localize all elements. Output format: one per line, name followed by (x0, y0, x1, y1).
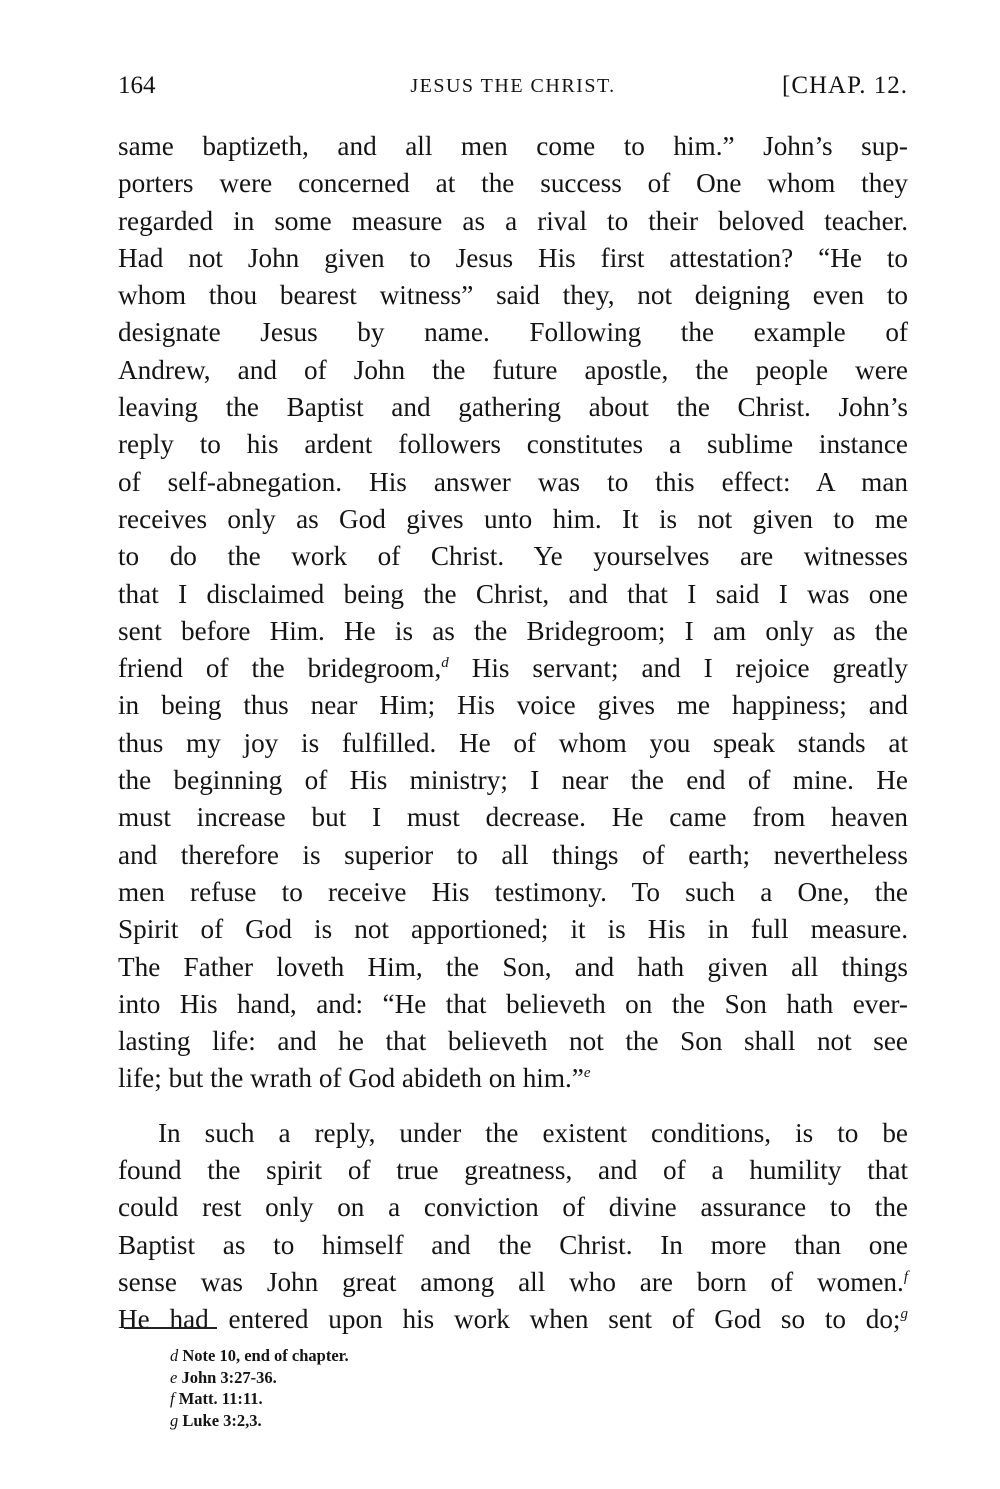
paragraph-gap (118, 1098, 908, 1115)
text-line: The Father loveth Him, the Son, and hath given all things (118, 951, 908, 982)
text-line: and therefore is superior to all things of earth; nevertheless (118, 839, 908, 870)
footnote-ref-d[interactable]: d (441, 655, 449, 672)
footnote-ref-e[interactable]: e (583, 1065, 591, 1082)
body-text (118, 128, 908, 1339)
text-line: in being thus near Him; His voice gives me happiness; and (118, 690, 908, 721)
text-line: must increase but I must decrease. He came from heaven (118, 802, 908, 833)
footnotes (170, 1345, 349, 1431)
text-line (118, 1264, 908, 1301)
text-line: leaving the Baptist and gathering about the Christ. John’s (118, 392, 908, 423)
footnote-f (170, 1388, 349, 1410)
text-line: could rest only on a conviction of divine assurance to the (118, 1192, 908, 1223)
text-segment: life; but the wrath of God abideth on him.” (118, 1063, 584, 1094)
page-number: 164 (118, 72, 156, 99)
footnote-divider (124, 1327, 217, 1329)
text-line: the beginning of His ministry; I near the end of mine. He (118, 765, 908, 796)
paragraph-2 (118, 1115, 908, 1339)
text-line: reply to his ardent followers constitutes a sublime instance (118, 429, 908, 460)
text-line: Andrew, and of John the future apostle, the people were (118, 354, 908, 385)
text-line: Had not John given to Jesus His first attestation? “He to (118, 242, 908, 273)
text-line (118, 1060, 908, 1097)
footnote-text: Matt. 11:11. (174, 1389, 263, 1408)
text-line: same baptizeth, and all men come to him.” John’s sup- (118, 131, 908, 161)
text-line: of self-abnegation. His answer was to this effect: A man (118, 466, 908, 497)
footnote-mark: d (170, 1346, 179, 1365)
chapter-label: [CHAP. 12. (782, 72, 908, 99)
text-segment: His servant; and I rejoice greatly (471, 653, 909, 684)
text-segment: friend of the bridegroom, (118, 653, 442, 684)
text-line: found the spirit of true greatness, and of a humility that (118, 1155, 908, 1186)
footnote-e (170, 1367, 349, 1389)
text-line: Spirit of God is not apportioned; it is His in full measure. (118, 914, 908, 945)
text-line: Baptist as to himself and the Christ. In more than one (118, 1229, 908, 1260)
text-line: men refuse to receive His testimony. To such a One, the (118, 876, 908, 907)
footnote-ref-g[interactable]: g (900, 1306, 908, 1323)
text-line: whom thou bearest witness” said they, not deigning even to (118, 280, 908, 311)
text-line (118, 650, 908, 687)
footnote-g (170, 1410, 349, 1432)
text-line (118, 1301, 908, 1338)
text-line: designate Jesus by name. Following the example of (118, 317, 908, 348)
footnote-mark: g (170, 1410, 179, 1430)
paragraph-1 (118, 128, 908, 1098)
text-line: lasting life: and he that believeth not the Son shall not see (118, 1026, 908, 1057)
footnote-mark: f (170, 1389, 175, 1408)
text-line: into His hand, and: “He that believeth on the Son hath ever- (118, 988, 908, 1019)
text-line: thus my joy is fulfilled. He of whom you speak stands at (118, 727, 908, 758)
page-header (118, 72, 908, 106)
text-segment: sense was John great among all who are born of women. (118, 1266, 904, 1297)
text-line: regarded in some measure as a rival to their beloved teacher. (118, 205, 908, 236)
footnote-text: Luke 3:2,3. (178, 1410, 262, 1430)
footnote-mark: e (170, 1367, 178, 1387)
text-line: porters were concerned at the success of One whom they (118, 168, 908, 199)
text-segment: He had entered upon his work when sent of God so to do; (118, 1304, 901, 1335)
running-title: JESUS THE CHRIST. (410, 75, 616, 97)
footnote-text: John 3:27-36. (177, 1367, 277, 1387)
text-line: In such a reply, under the existent conditions, is to be (158, 1117, 908, 1148)
footnote-text: Note 10, end of chapter. (178, 1346, 349, 1365)
footnote-ref-f[interactable]: f (903, 1268, 908, 1285)
text-line: to do the work of Christ. Ye yourselves are witnesses (118, 541, 908, 572)
text-line: receives only as God gives unto him. It is not given to me (118, 503, 908, 534)
footnote-d (170, 1345, 349, 1367)
text-line: that I disclaimed being the Christ, and that I said I was one (118, 578, 908, 609)
text-line: sent before Him. He is as the Bridegroom; I am only as the (118, 615, 908, 646)
